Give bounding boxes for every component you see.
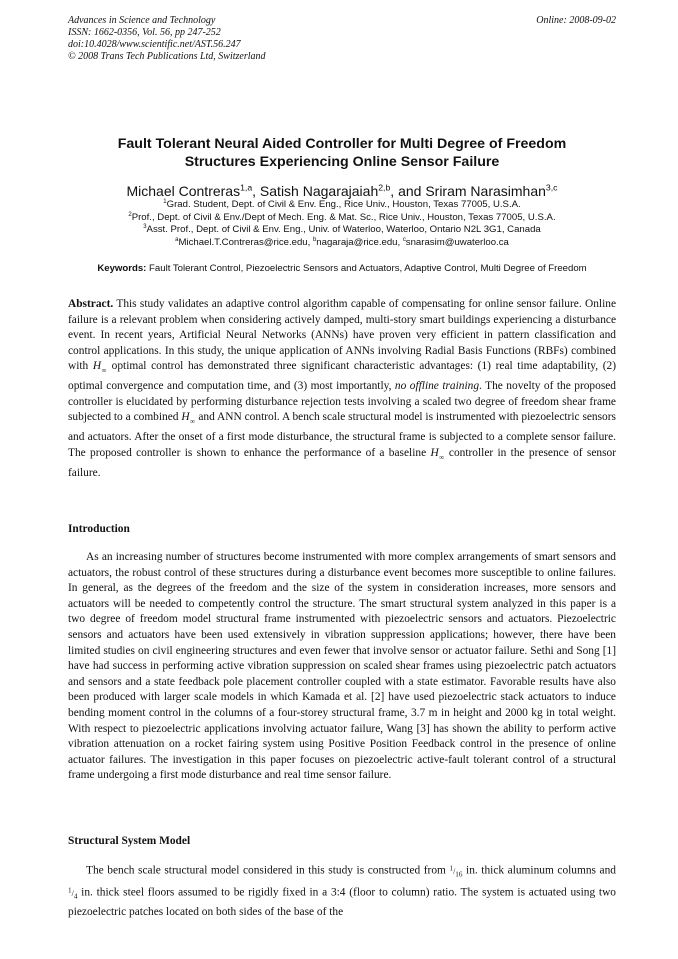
keywords <box>68 263 616 276</box>
h-infinity-symbol: $H_\infty$ <box>181 411 196 426</box>
no-offline-training: no offline training <box>394 380 480 393</box>
author-1: Michael Contreras <box>126 183 241 199</box>
author-1-affil: 1,a <box>240 182 253 193</box>
journal-header <box>68 15 616 63</box>
abstract: Abstract. This study validates an adaptive control algorithm capable of compensating for online sensor failure. Online failure is a relevant problem when considering actively damped, multi-story smart buildings experiencing a disturbance event. In recent years, Artificial Neural Networks (ANNs) have proven very efficient in pattern classification and control applications. In this study, the unique application of ANNs involving Radial Basis Functions (RBFs) combined with $H_\infty$ optimal control has demonstrated three significant characteristic advantages: (1) real time adaptability, (2) optimal convergence and computation time, and (3) most importantly, no offline training. The novelty of the proposed controller is elucidated by performing disturbance rejection tests involving a scaled two degree of freedom shear frame subjected to a combined $H_\infty$ and ANN control. A bench scale structural model is instrumented with piezoelectric sensors and actuators. After the onset of a first mode disturbance, the structural frame is subjected to a complete sensor failure. The proposed controller is shown to enhance the performance of a baseline $H_\infty$ controller in the presence of sensor failure. <box>68 298 617 479</box>
affiliation-2: $^2$Prof., Dept. of Civil & Env./Dept of Mech. Eng. & Mat. Sc., Rice Univ., Houston, Texas 77005, U.S.A. <box>128 211 556 223</box>
title-line-2: Structures Experiencing Online Sensor Failure <box>184 154 500 170</box>
affiliation-1: $^1$Grad. Student, Dept. of Civil & Env. Eng., Rice Univ., Houston, Texas 77005, U.S.A. <box>163 198 521 210</box>
affiliation-3: $^3$Asst. Prof., Dept. of Civil & Env. Eng., Univ. of Waterloo, Waterloo, Ontario N2L 3G1, Canada <box>143 224 541 236</box>
email-line: $^a$Michael.T.Contreras@rice.edu, $^b$nagaraja@rice.edu, $^c$snarasim@uwaterloo.ca <box>175 236 509 248</box>
copyright-line: © 2008 Trans Tech Publications Ltd, Switzerland <box>68 51 266 62</box>
h-infinity-symbol: $H_\infty$ <box>430 446 445 462</box>
author-2: , Satish Nagarajaiah <box>252 183 379 199</box>
author-3-affil: 3,c <box>545 182 558 193</box>
structural-model-paragraph: The bench scale structural model considered in this study is constructed from $^1/_{16}$ in. thick aluminum columns and $^1/_4$ in. thick steel floors assumed to be rigidly fixed in a 3:4 (floor to column) ratio. The system is actuated using two piezoelectric patches located on both sides of the base of the <box>68 864 616 918</box>
email-a: Michael.T.Contreras@rice.edu, <box>178 236 313 248</box>
abstract-label: Abstract. <box>68 298 114 310</box>
keywords-text: Fault Tolerant Control, Piezoelectric Sensors and Actuators, Adaptive Control, Multi Degree of Freedom <box>146 263 587 274</box>
issn-line: ISSN: 1662-0356, Vol. 56, pp 247-252 <box>68 27 221 38</box>
journal-name: Advances in Science and Technology <box>68 15 216 26</box>
paper-title <box>68 135 616 171</box>
author-list <box>68 182 616 200</box>
email-c: snarasim@uwaterloo.ca <box>405 236 509 248</box>
introduction-heading: Introduction <box>68 523 130 535</box>
keywords-label: Keywords: <box>97 263 147 274</box>
email-b: nagaraja@rice.edu, <box>316 236 403 248</box>
introduction-paragraph: As an increasing number of structures become instrumented with more complex arrangements of smart sensors and actuators, the robust control of these structures during a disturbance event becomes more susceptible to online failures. In general, as the degrees of the freedom and the size of the system in consideration increases, more sensors and actuators will be needed to competently control the structure. The smart structural system analyzed in this paper is a two degree of freedom model structural frame instrumented with piezoelectric sensors and actuators. Piezoelectric sensors and actuators have been used extensively in vibration suppression applications; however, there have been limited studies on civil engineering structures and even fewer that involve sensor or actuator failure. Sethi and Song [1] have had success in performing active vibration suppression on scaled shear frames using piezoelectric patch actuators and sensors and a state feedback pole placement controller coupled with a state estimator. Favorable results have also been produced with larger scale models in which Kamada et al. [2] have used piezoelectric stack actuators to induce bending moment control in the columns of a four-storey structural frame, 3.7 m in height and 2000 kg in total weight. With respect to piezoelectric applications involving actuator failure, Wang [3] has shown the ability to perform active vibration attenuation on a rocket fairing system using Positive Position Feedback control in the presence of online actuator failures. The investigation in this paper focuses on piezoelectric active-fault tolerant control of a structural frame undergoing a first mode disturbance and real time sensor failure. <box>68 551 616 782</box>
author-3: , and Sriram Narasimhan <box>390 183 546 199</box>
author-2-affil: 2,b <box>378 182 391 193</box>
doi-line: doi:10.4028/www.scientific.net/AST.56.247 <box>68 39 241 50</box>
fraction-1-16: $^1/_{16}$ <box>449 864 463 879</box>
online-date: Online: 2008-09-02 <box>536 15 616 26</box>
affiliations <box>60 199 624 249</box>
structural-model-heading: Structural System Model <box>68 835 191 847</box>
h-infinity-symbol: $H_\infty$ <box>92 360 107 375</box>
fraction-1-4: $^1/_4$ <box>68 885 78 901</box>
title-line-1: Fault Tolerant Neural Aided Controller for Multi Degree of Freedom <box>117 136 567 152</box>
